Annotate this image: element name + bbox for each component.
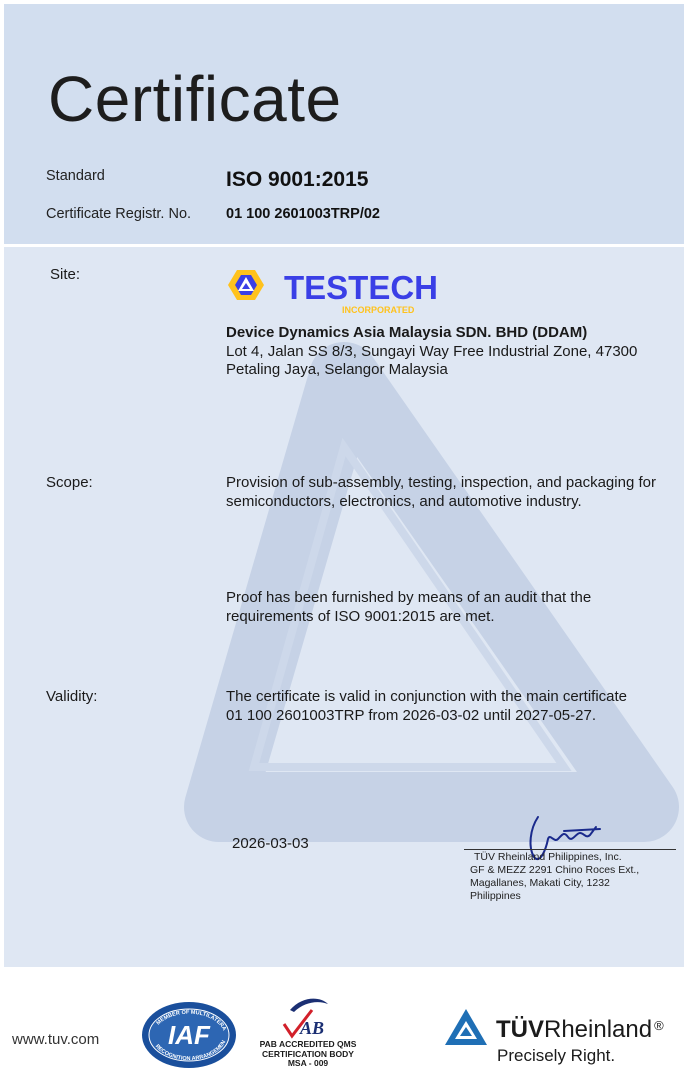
validity-line2: 01 100 2601003TRP from 2026-03-02 until 2027-05-27. <box>226 707 596 724</box>
iaf-logo-icon <box>140 1000 238 1070</box>
pab-line3: MSA - 009 <box>287 1058 329 1068</box>
site-address-line2: Petaling Jaya, Selangor Malaysia <box>226 361 448 378</box>
standard-label: Standard <box>46 168 105 184</box>
issuer-line3: Magallanes, Makati City, 1232 <box>470 877 610 889</box>
pab-line2: CERTIFICATION BODY <box>262 1048 354 1059</box>
certificate-header <box>4 4 684 244</box>
pab-logo-icon <box>276 994 336 1042</box>
scope-line2: semiconductors, electronics, and automotive industry. <box>226 493 582 510</box>
issuer-address <box>470 851 639 903</box>
iaf-bottom-text: RECOGNITION ARRANGEMEN <box>153 1039 228 1063</box>
company-name: Device Dynamics Asia Malaysia SDN. BHD (DDAM) <box>226 324 588 341</box>
proof-line2: requirements of ISO 9001:2015 are met. <box>226 608 495 625</box>
pab-mark-text: AB <box>300 1018 325 1038</box>
website-link[interactable]: www.tuv.com <box>12 1031 100 1048</box>
signature-line <box>464 849 676 850</box>
tuv-brand-bold: TÜV <box>496 1016 544 1043</box>
site-label: Site: <box>50 266 81 283</box>
tuv-brand-rest: Rheinland <box>544 1016 653 1043</box>
tuv-triangle-logo-icon <box>442 1006 490 1048</box>
certificate-body <box>4 247 684 967</box>
pab-caption <box>248 1040 368 1069</box>
certificate-title: Certificate <box>48 63 342 135</box>
scope-label: Scope: <box>46 474 93 491</box>
logo-wordmark: TESTECH <box>284 269 439 306</box>
issue-date: 2026-03-03 <box>232 835 309 852</box>
tuv-brand <box>496 1016 664 1044</box>
validity-line1: The certificate is valid in conjunction with the main certificate <box>226 688 628 705</box>
registr-label: Certificate Registr. No. <box>46 206 192 222</box>
standard-value: ISO 9001:2015 <box>226 168 369 191</box>
pab-line1: PAB ACCREDITED QMS <box>259 1039 357 1049</box>
registr-value: 01 100 2601003TRP/02 <box>226 206 380 222</box>
testech-logo <box>224 261 464 321</box>
validity-label: Validity: <box>46 688 98 705</box>
scope-line1: Provision of sub-assembly, testing, inspection, and packaging for <box>226 474 656 491</box>
proof-line1: Proof has been furnished by means of an audit that the <box>226 589 592 606</box>
site-address-line1: Lot 4, Jalan SS 8/3, Sungayi Way Free Industrial Zone, 47300 <box>226 343 638 360</box>
iaf-top-text: MEMBER OF MULTILATERA <box>155 1009 228 1032</box>
testech-logo-icon <box>224 261 464 321</box>
tuv-slogan: Precisely Right. <box>497 1046 616 1065</box>
issuer-line4: Philippines <box>470 890 521 902</box>
logo-subtitle: INCORPORATED <box>342 305 415 315</box>
issuer-line2: GF & MEZZ 2291 Chino Roces Ext., <box>470 864 640 876</box>
iaf-center-text: IAF <box>168 1020 210 1050</box>
issuer-line1: TÜV Rheinland Philippines, Inc. <box>474 851 622 863</box>
tuv-reg-mark: ® <box>654 1018 664 1033</box>
